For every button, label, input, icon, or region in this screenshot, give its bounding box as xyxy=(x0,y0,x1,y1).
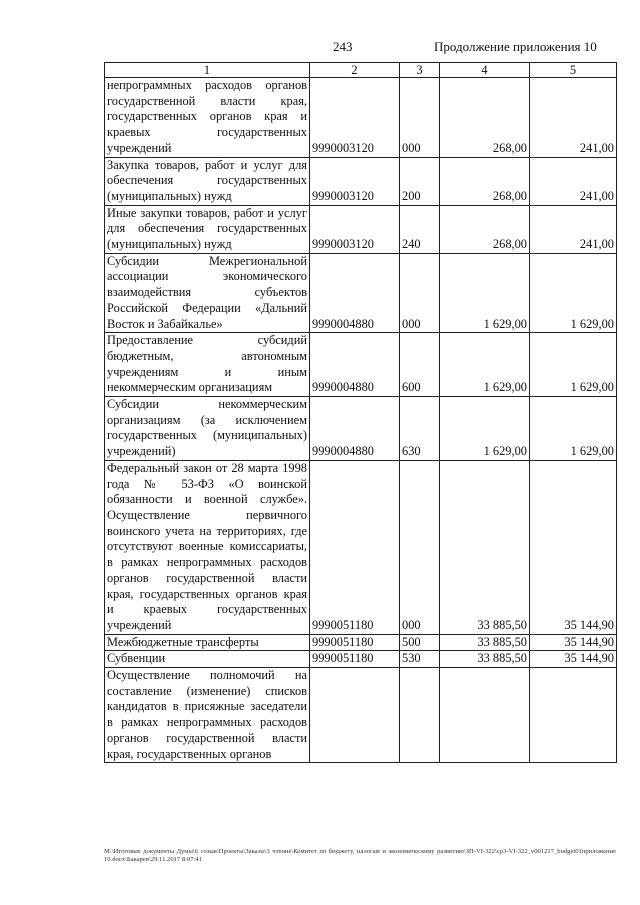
amount-2-cell: 35 144,90 xyxy=(530,634,617,651)
table-row xyxy=(105,157,617,205)
amount-1-cell: 33 885,50 xyxy=(440,460,530,634)
appendix-continuation-note: Продолжение приложения 10 xyxy=(434,39,597,54)
expense-type-cell: 530 xyxy=(400,651,440,668)
column-header-2: 2 xyxy=(310,63,400,78)
expense-type-cell: 000 xyxy=(400,460,440,634)
table-row xyxy=(105,397,617,461)
document-file-path: M:\Итоговые документы Думы\6 созыв\Проекты\Заказы\3 чтение\Комитет по бюджету, налогам и экономическому развитию\ЗП-VI-322\сp3-VI-322_v001217_budget01приложение 10.docx\Бакарев\29.11.2017 8:07:41 xyxy=(104,848,616,864)
amount-2-cell: 1 629,00 xyxy=(530,397,617,461)
table-row xyxy=(105,651,617,668)
table-row xyxy=(105,333,617,397)
row-name-cell: Субсидии некоммерческим организациям (за исключением государственных (муниципальных) учреждений) xyxy=(105,397,310,461)
amount-2-cell: 241,00 xyxy=(530,78,617,158)
target-code-cell: 9990051180 xyxy=(310,651,400,668)
amount-1-cell: 1 629,00 xyxy=(440,253,530,333)
table-row xyxy=(105,668,617,763)
column-header-5: 5 xyxy=(530,63,617,78)
amount-1-cell: 268,00 xyxy=(440,157,530,205)
row-name-cell: Межбюджетные трансферты xyxy=(105,634,310,651)
row-name-cell: Федеральный закон от 28 марта 1998 года № 53-ФЗ «О воинской обязанности и военной службе». Осуществление первичного воинского учета на территориях, где отсутствуют военные комиссариаты, в рамках непрограммных расходов органов государственной власти края, государственных органов края и краевых государственных учреждений xyxy=(105,460,310,634)
amount-1-cell: 1 629,00 xyxy=(440,397,530,461)
table-row xyxy=(105,460,617,634)
amount-1-cell: 268,00 xyxy=(440,205,530,253)
expense-type-cell: 630 xyxy=(400,397,440,461)
target-code-cell xyxy=(310,668,400,763)
row-name-cell: Предоставление субсидий бюджетным, автономным учреждениям и иным некоммерческим организациям xyxy=(105,333,310,397)
target-code-cell: 9990003120 xyxy=(310,157,400,205)
row-name-cell: Субсидии Межрегиональной ассоциации экономического взаимодействия субъектов Российской Федерации «Дальний Восток и Забайкалье» xyxy=(105,253,310,333)
amount-2-cell: 241,00 xyxy=(530,157,617,205)
column-header-4: 4 xyxy=(440,63,530,78)
amount-1-cell xyxy=(440,668,530,763)
target-code-cell: 9990004880 xyxy=(310,253,400,333)
amount-1-cell: 268,00 xyxy=(440,78,530,158)
expense-type-cell: 000 xyxy=(400,253,440,333)
expense-type-cell: 240 xyxy=(400,205,440,253)
row-name-cell: Осуществление полномочий на составление (изменение) списков кандидатов в присяжные заседатели в рамках непрограммных расходов органов государственной власти края, государственных органов xyxy=(105,668,310,763)
table-row xyxy=(105,634,617,651)
target-code-cell: 9990003120 xyxy=(310,205,400,253)
amount-2-cell: 1 629,00 xyxy=(530,333,617,397)
target-code-cell: 9990004880 xyxy=(310,333,400,397)
amount-1-cell: 1 629,00 xyxy=(440,333,530,397)
expense-type-cell: 500 xyxy=(400,634,440,651)
page-number: 243 xyxy=(333,39,353,54)
target-code-cell: 9990003120 xyxy=(310,78,400,158)
row-name-cell: непрограммных расходов органов государственной власти края, государственных органов края и краевых государственных учреждений xyxy=(105,78,310,158)
amount-1-cell: 33 885,50 xyxy=(440,651,530,668)
amount-1-cell: 33 885,50 xyxy=(440,634,530,651)
expense-type-cell xyxy=(400,668,440,763)
expense-type-cell: 600 xyxy=(400,333,440,397)
expense-type-cell: 200 xyxy=(400,157,440,205)
table-row xyxy=(105,205,617,253)
amount-2-cell: 241,00 xyxy=(530,205,617,253)
table-row xyxy=(105,253,617,333)
column-number-row xyxy=(105,63,617,78)
table-body xyxy=(105,78,617,763)
amount-2-cell: 35 144,90 xyxy=(530,460,617,634)
table-row xyxy=(105,78,617,158)
amount-2-cell: 35 144,90 xyxy=(530,651,617,668)
row-name-cell: Иные закупки товаров, работ и услуг для обеспечения государственных (муниципальных) нужд xyxy=(105,205,310,253)
expense-type-cell: 000 xyxy=(400,78,440,158)
row-name-cell: Субвенции xyxy=(105,651,310,668)
column-header-3: 3 xyxy=(400,63,440,78)
target-code-cell: 9990051180 xyxy=(310,634,400,651)
target-code-cell: 9990004880 xyxy=(310,397,400,461)
amount-2-cell: 1 629,00 xyxy=(530,253,617,333)
budget-table xyxy=(104,62,617,763)
row-name-cell: Закупка товаров, работ и услуг для обеспечения государственных (муниципальных) нужд xyxy=(105,157,310,205)
target-code-cell: 9990051180 xyxy=(310,460,400,634)
column-header-1: 1 xyxy=(105,63,310,78)
amount-2-cell xyxy=(530,668,617,763)
